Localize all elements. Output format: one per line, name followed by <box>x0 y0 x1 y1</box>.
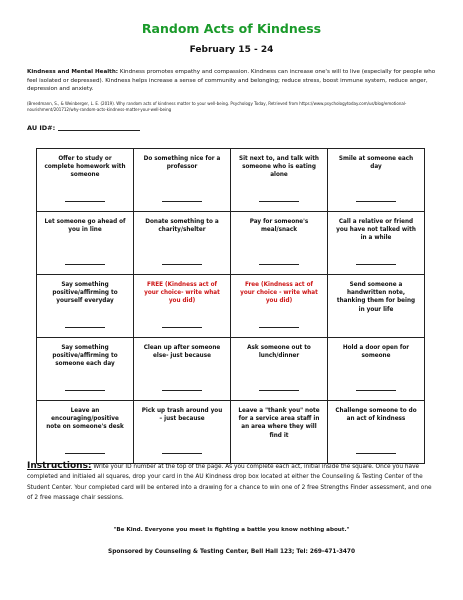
grid-row <box>37 149 425 212</box>
cell-text: Pick up trash around you – just because <box>141 408 223 423</box>
grid-cell <box>37 275 134 338</box>
grid-cell <box>37 401 134 464</box>
cell-text: Let someone go ahead of you in line <box>44 219 126 234</box>
initial-line <box>162 201 202 202</box>
grid-cell <box>328 338 425 401</box>
instructions-body: Write your ID number at the top of the page. As you complete each act, initial inside the square. Once you have completed and initialed all squares, drop your card in the AU Kindness drop box located at either the Counseling & Testing Center of the Student Center. Your completed card will be entered into a drawing for a chance to win one of 2 free Strengths Finder assessment, and one of 2 free massage chair sessions. <box>27 464 432 502</box>
intro-body: Kindness promotes empathy and compassion. Kindness can increase one's will to live (especially for people who feel isolated or depressed). Kindness helps increase a sense of community and belonging; reduce stress, boost immune system, reduce anger, depression and anxiety. <box>27 69 436 93</box>
instructions-paragraph <box>27 461 439 504</box>
initial-line <box>65 327 105 328</box>
initial-line <box>65 453 105 454</box>
grid-cell <box>37 212 134 275</box>
initial-line <box>65 390 105 391</box>
free-cell-text: FREE (Kindness act of your choice- write what you did) <box>144 282 220 305</box>
initial-line <box>162 327 202 328</box>
grid-cell <box>328 149 425 212</box>
initial-line <box>259 390 299 391</box>
kindness-grid <box>36 148 425 464</box>
initial-line <box>356 390 396 391</box>
cell-text: Pay for someone's meal/snack <box>249 219 309 234</box>
kindness-quote: "Be Kind. Everyone you meet is fighting a battle you know nothing about." <box>113 527 350 533</box>
initial-line <box>356 453 396 454</box>
cell-text: Say something positive/affirming to someone each day <box>52 345 118 368</box>
grid-cell <box>231 338 328 401</box>
cell-text: Clean up after someone else- just because <box>143 345 221 360</box>
initial-line <box>356 201 396 202</box>
grid-cell <box>328 401 425 464</box>
grid-cell <box>134 338 231 401</box>
intro-paragraph <box>27 68 439 94</box>
page-title: Random Acts of Kindness <box>141 21 322 36</box>
cell-text: Offer to study or complete homework with someone <box>44 156 126 179</box>
initial-line <box>65 264 105 265</box>
instructions-heading: Instructions: <box>27 461 92 471</box>
grid-cell <box>328 212 425 275</box>
cell-text: Sit next to, and talk with someone who is eating alone <box>239 156 319 179</box>
citation: (Breedmann, S., & Weinberger, L. E. (2019). Why random acts of kindness matter to your well-being. Psychology Today, Retrieved from https://www.psychologytoday.com/us/blog/emotional-nourishment/201712/why-random-acts-kindness-matter-your-well-being <box>27 101 407 113</box>
cell-text: Ask someone out to lunch/dinner <box>247 345 311 360</box>
initial-line <box>162 453 202 454</box>
initial-line <box>65 201 105 202</box>
cell-text: Send someone a handwritten note, thanking them for being in your life <box>336 282 416 313</box>
grid-cell-free <box>134 275 231 338</box>
cell-text: Leave a "thank you" note for a service area staff in an area where they will find it <box>238 408 320 439</box>
cell-text: Hold a door open for someone <box>342 345 410 360</box>
cell-text: Donate something to a charity/shelter <box>145 219 219 234</box>
initial-line <box>162 390 202 391</box>
cell-text: Challenge someone to do an act of kindness <box>335 408 417 423</box>
initial-line <box>162 264 202 265</box>
grid-cell <box>37 338 134 401</box>
cell-text: Say something positive/affirming to yourself everyday <box>52 282 118 305</box>
grid-cell <box>328 275 425 338</box>
initial-line <box>259 327 299 328</box>
grid-cell-free <box>231 275 328 338</box>
grid-cell <box>231 212 328 275</box>
cell-text: Smile at someone each day <box>338 156 414 171</box>
grid-cell <box>37 149 134 212</box>
grid-cell <box>134 149 231 212</box>
sponsor-line: Sponsored by Counseling & Testing Center, Bell Hall 123; Tel: 269-471-3470 <box>108 549 355 555</box>
grid-cell <box>134 401 231 464</box>
auid-blank-line <box>58 130 140 131</box>
initial-line <box>259 201 299 202</box>
free-cell-text: Free (Kindness act of your choice - write what you did) <box>240 282 318 305</box>
cell-text: Call a relative or friend you have not talked with in a while <box>336 219 416 242</box>
grid-row <box>37 401 425 464</box>
grid-row <box>37 212 425 275</box>
cell-text: Do something nice for a professor <box>143 156 221 171</box>
grid-cell <box>231 149 328 212</box>
auid-field <box>27 124 140 132</box>
grid-cell <box>134 212 231 275</box>
grid-cell <box>231 401 328 464</box>
cell-text: Leave an encouraging/positive note on someone's desk <box>46 408 124 431</box>
grid-row <box>37 338 425 401</box>
grid-row <box>37 275 425 338</box>
date-range: February 15 - 24 <box>189 45 274 55</box>
auid-label: AU ID#: <box>27 124 56 132</box>
initial-line <box>259 264 299 265</box>
initial-line <box>356 264 396 265</box>
intro-heading: Kindness and Mental Health: <box>27 69 119 75</box>
